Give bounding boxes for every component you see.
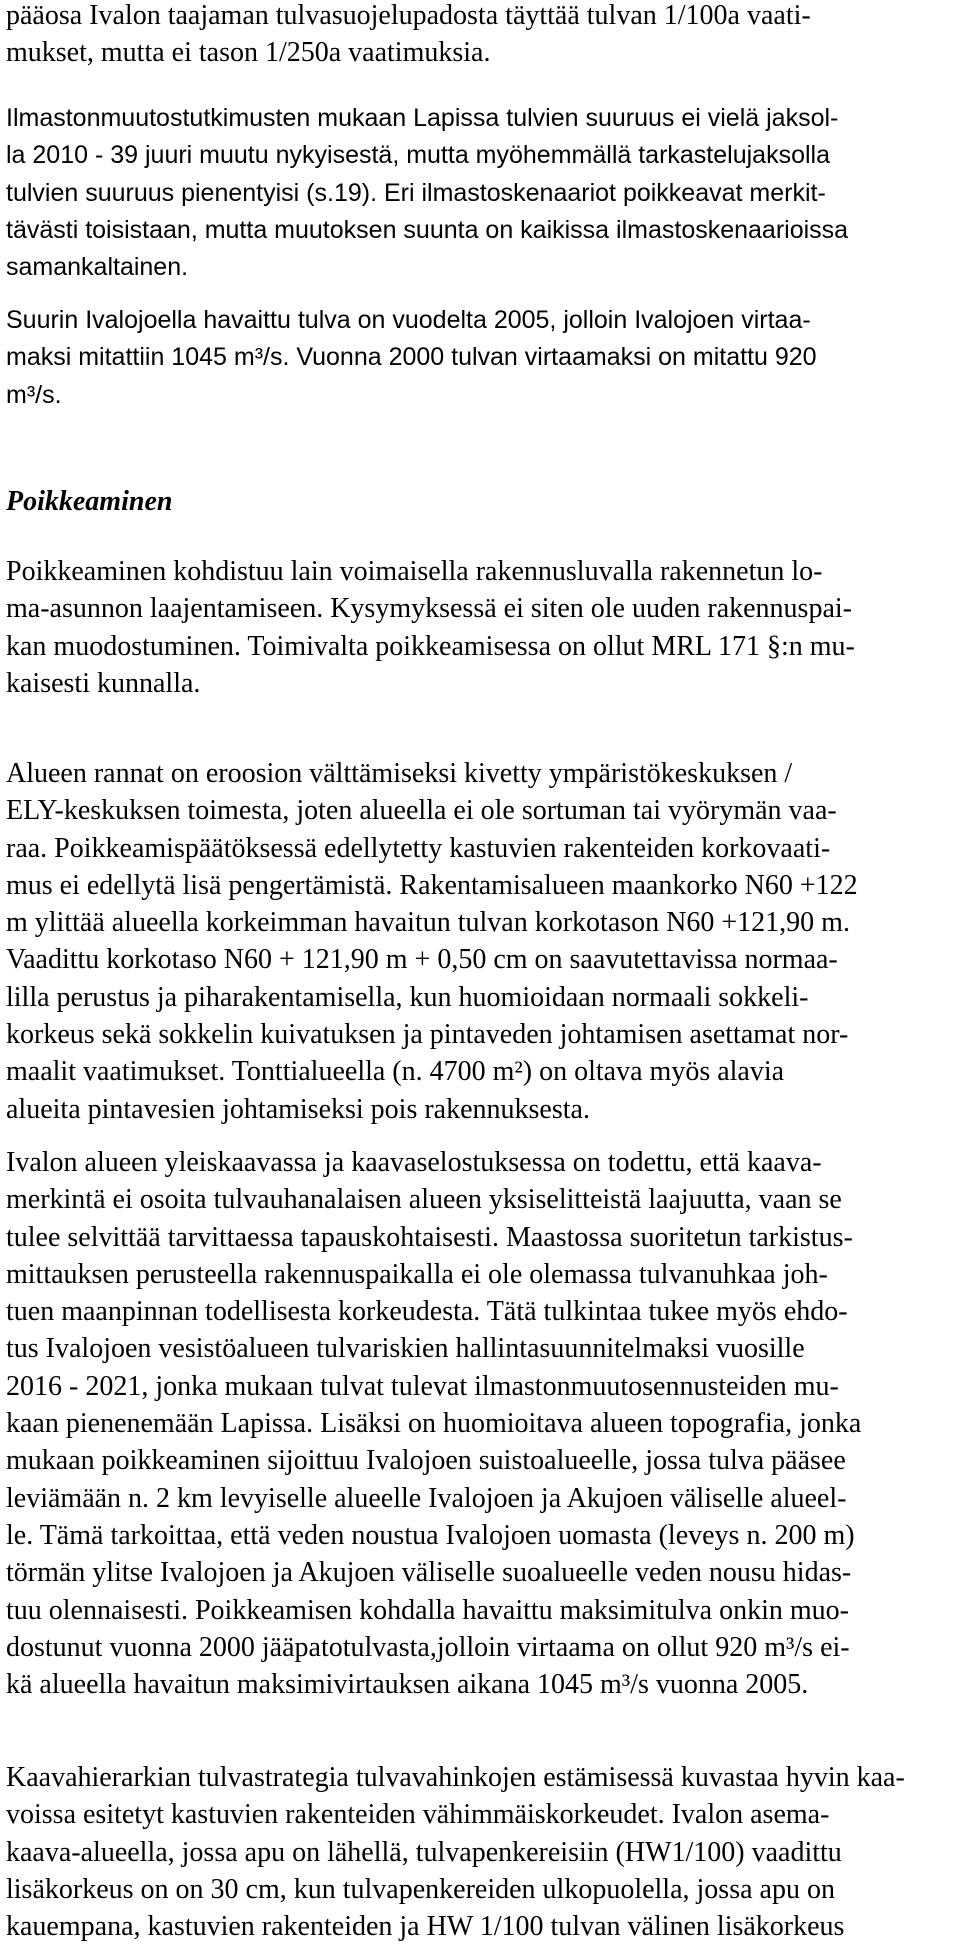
text-line: korkeus sekä sokkelin kuivatuksen ja pintaveden johtamisen asettamat nor-: [6, 1019, 849, 1051]
text-line: voissa esitetyt kastuvien rakenteiden vähimmäiskorkeudet. Ivalon asema-: [6, 1799, 830, 1831]
text-line: la 2010 - 39 juuri muutu nykyisestä, mutta myöhemmällä tarkastelujaksolla: [6, 141, 830, 170]
text-line: kauempana, kastuvien rakenteiden ja HW 1/100 tulvan välinen lisäkorkeus: [6, 1911, 845, 1943]
paragraph-erosion: [6, 755, 858, 1128]
text-line: kaisesti kunnalla.: [6, 667, 201, 699]
paragraph-master-plan: [6, 1144, 861, 1703]
text-line: merkintä ei osoita tulvauhanalaisen alueen yksiselitteistä laajuutta, vaan se: [6, 1184, 842, 1216]
paragraph-largest-flood: [6, 302, 817, 414]
text-line: leviämään n. 2 km levyiselle alueelle Ivalojoen ja Akujoen väliselle alueel-: [6, 1482, 847, 1514]
text-line: kä alueella havaitun maksimivirtauksen aikana 1045 m³/s vuonna 2005.: [6, 1669, 809, 1701]
text-line: alueita pintavesien johtamiseksi pois rakennuksesta.: [6, 1093, 590, 1125]
text-line: ma-asunnon laajentamiseen. Kysymyksessä ei siten ole uuden rakennuspai-: [6, 593, 852, 625]
text-line: mittauksen perusteella rakennuspaikalla ei ole olemassa tulvanuhkaa joh-: [6, 1258, 828, 1290]
text-line: le. Tämä tarkoittaa, että veden noustua Ivalojoen uomasta (leveys n. 200 m): [6, 1519, 855, 1551]
text-line: pääosa Ivalon taajaman tulvasuojelupadosta täyttää tulvan 1/100a vaati-: [6, 0, 811, 31]
text-line: tuu olennaisesti. Poikkeamisen kohdalla havaittu maksimitulva onkin muo-: [6, 1594, 849, 1626]
text-line: maksi mitattiin 1045 m³/s. Vuonna 2000 tulvan virtaamaksi on mitattu 920: [6, 343, 817, 372]
text-line: raa. Poikkeamispäätöksessä edellytetty kastuvien rakenteiden korkovaati-: [6, 832, 831, 864]
text-line: tulee selvittää tarvittaessa tapauskohtaisesti. Maastossa suoritetun tarkistus-: [6, 1221, 853, 1253]
text-line: Vaadittu korkotaso N60 + 121,90 m + 0,50 cm on saavutettavissa normaa-: [6, 944, 838, 976]
text-line: Poikkeaminen kohdistuu lain voimaisella rakennusluvalla rakennetun lo-: [6, 556, 823, 587]
text-line: ELY-keskuksen toimesta, joten alueella ei ole sortuman tai vyörymän vaa-: [6, 795, 837, 827]
text-line: m³/s.: [6, 380, 62, 409]
text-line: Ivalon alueen yleiskaavassa ja kaavaselostuksessa on todettu, että kaava-: [6, 1147, 822, 1178]
text-line: kaava-alueella, jossa apu on lähellä, tulvapenkereisiin (HW1/100) vaadittu: [6, 1836, 842, 1868]
text-line: lilla perustus ja piharakentamisella, kun huomioidaan normaali sokkeli-: [6, 981, 809, 1013]
paragraph-deviation: [6, 553, 855, 702]
text-line: mukaan poikkeaminen sijoittuu Ivalojoen suistoalueelle, jossa tulva pääsee: [6, 1445, 846, 1477]
text-line: tävästi toisistaan, mutta muutoksen suunta on kaikissa ilmastoskenaarioissa: [6, 215, 849, 244]
paragraph-strategy: [6, 1759, 905, 1945]
text-line: kaan pienenemään Lapissa. Lisäksi on huomioitava alueen topografia, jonka: [6, 1408, 862, 1440]
text-line: tulvien suuruus pienentyisi (s.19). Eri ilmastoskenaariot poikkeavat merkit-: [6, 178, 826, 207]
text-line: dostunut vuonna 2000 jääpatotulvasta,jolloin virtaama on ollut 920 m³/s ei-: [6, 1631, 850, 1663]
text-line: m ylittää alueella korkeimman havaitun tulvan korkotason N60 +121,90 m.: [6, 907, 850, 939]
paragraph-flood-protection: [6, 0, 811, 72]
text-line: lisäkorkeus on on 30 cm, kun tulvapenkereiden ulkopuolella, jossa apu on: [6, 1873, 835, 1905]
text-line: tuen maanpinnan todellisesta korkeudesta. Tätä tulkintaa tukee myös ehdo-: [6, 1296, 848, 1328]
text-line: tus Ivalojoen vesistöalueen tulvariskien hallintasuunnitelmaksi vuosille: [6, 1333, 805, 1365]
text-line: mukset, mutta ei tason 1/250a vaatimuksia.: [6, 37, 491, 69]
text-line: 2016 - 2021, jonka mukaan tulvat tulevat ilmastonmuutosennusteiden mu-: [6, 1370, 839, 1402]
text-line: maalit vaatimukset. Tonttialueella (n. 4700 m²) on oltava myös alavia: [6, 1056, 785, 1088]
text-line: törmän ylitse Ivalojoen ja Akujoen väliselle suoalueelle veden nousu hidas-: [6, 1557, 852, 1589]
text-line: samankaltainen.: [6, 253, 189, 282]
text-line: Ilmastonmuutostutkimusten mukaan Lapissa tulvien suuruus ei vielä jaksol-: [6, 104, 839, 132]
text-line: mus ei edellytä lisä pengertämistä. Rakentamisalueen maankorko N60 +122: [6, 869, 858, 901]
paragraph-climate-change: [6, 100, 848, 286]
text-line: Alueen rannat on eroosion välttämiseksi kivetty ympäristökeskuksen /: [6, 758, 793, 789]
text-line: Kaavahierarkian tulvastrategia tulvavahinkojen estämisessä kuvastaa hyvin kaa-: [6, 1762, 905, 1793]
text-line: Suurin Ivalojoella havaittu tulva on vuodelta 2005, jolloin Ivalojoen virtaa-: [6, 306, 811, 334]
text-line: kan muodostuminen. Toimivalta poikkeamisessa on ollut MRL 171 §:n mu-: [6, 630, 855, 662]
section-heading: Poikkeaminen: [6, 486, 173, 517]
